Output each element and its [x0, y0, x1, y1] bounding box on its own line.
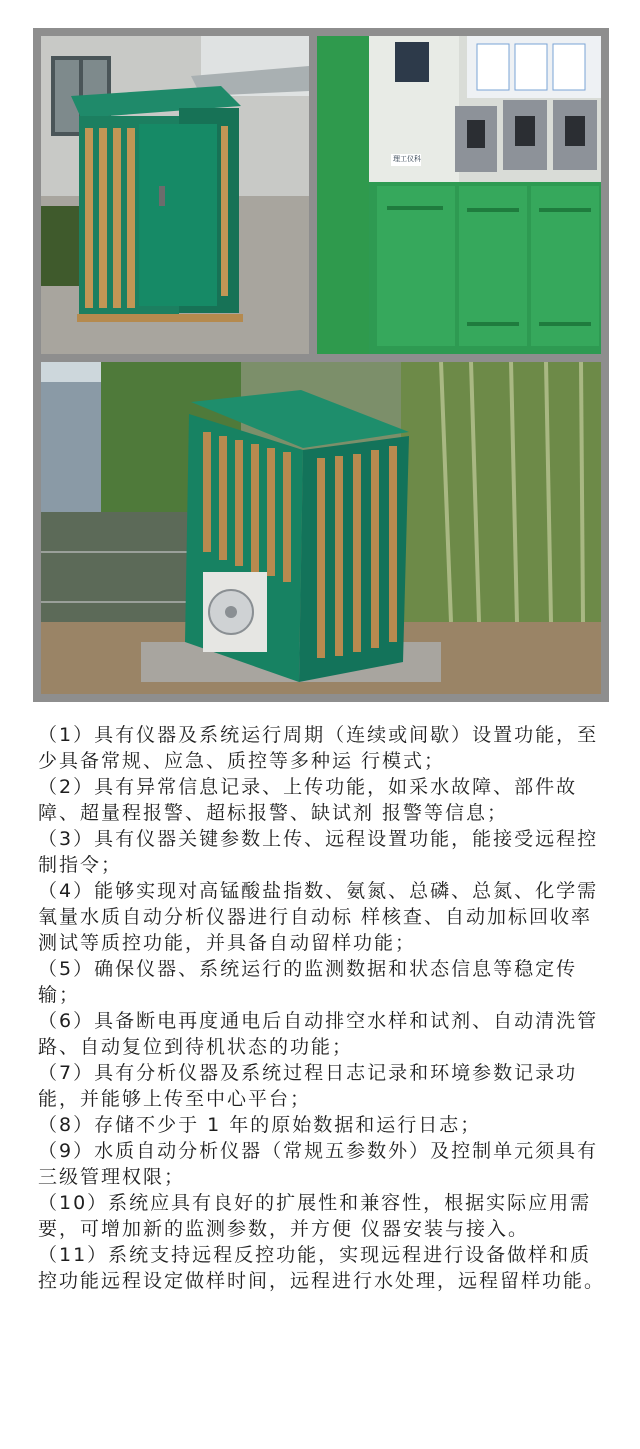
- photo-cabinet-interior: [317, 36, 601, 354]
- feature-item: （1）具有仪器及系统运行周期（连续或间歇）设置功能，至少具备常规、应急、质控等多种运 行模式；: [38, 724, 599, 772]
- photo-cabinet-building: [41, 36, 309, 354]
- feature-item: （7）具有分析仪器及系统过程日志记录和环境参数记录功能，并能够上传至中心平台；: [38, 1062, 578, 1110]
- photo-grid: [33, 28, 609, 702]
- feature-item: （9）水质自动分析仪器（常规五参数外）及控制单元须具有三级管理权限；: [38, 1140, 599, 1188]
- instrument-sign: 理工仪科: [393, 155, 421, 163]
- watermark: [41, 36, 309, 354]
- feature-item: （2）具有异常信息记录、上传功能，如采水故障、部件故障、超量程报警、超标报警、缺试剂 报警等信息；: [38, 776, 578, 824]
- feature-item: （10）系统应具有良好的扩展性和兼容性，根据实际应用需要，可增加新的监测参数，并方便 仪器安装与接入。: [38, 1192, 592, 1240]
- photo-cabinet-bamboo: [41, 362, 601, 694]
- feature-item: （3）具有仪器关键参数上传、远程设置功能，能接受远程控制指令；: [38, 828, 599, 876]
- feature-item: （4）能够实现对高锰酸盐指数、氨氮、总磷、总氮、化学需氧量水质自动分析仪器进行自动标 样核查、自动加标回收率测试等质控功能，并具备自动留样功能；: [38, 880, 599, 954]
- feature-item: （8）存储不少于 1 年的原始数据和运行日志；: [38, 1114, 482, 1136]
- feature-item: （11）系统支持远程反控功能，实现远程进行设备做样和质控功能远程设定做样时间，远程进行水处理，远程留样功能。: [38, 1244, 606, 1292]
- feature-item: （6）具备断电再度通电后自动排空水样和试剂、自动清洗管路、自动复位到待机状态的功能；: [38, 1010, 599, 1058]
- feature-item: （5）确保仪器、系统运行的监测数据和状态信息等稳定传输；: [38, 958, 578, 1006]
- feature-list: [38, 722, 606, 1294]
